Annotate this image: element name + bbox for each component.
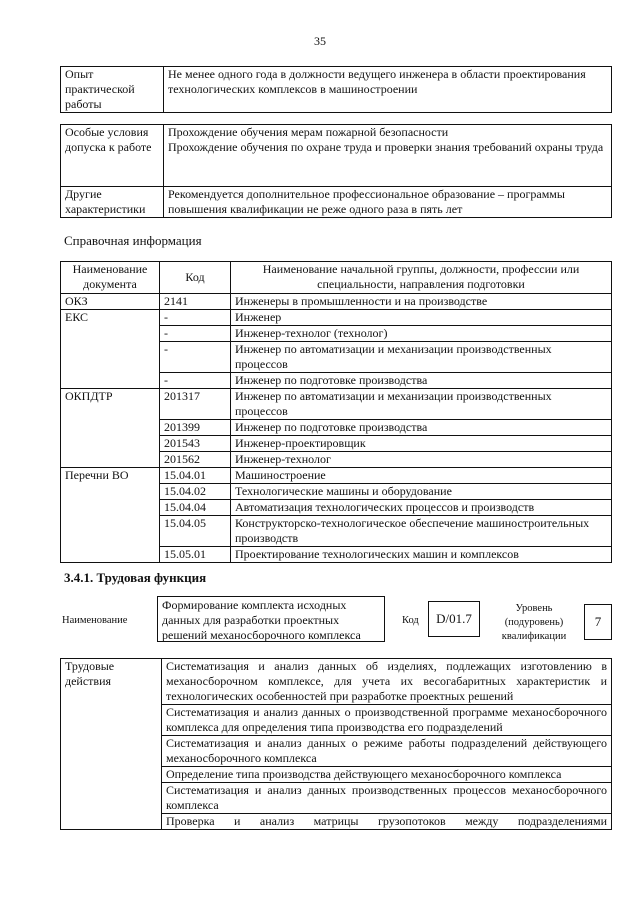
function-level-label: Уровень (подуровень) квалификации — [501, 603, 567, 642]
other-value: Рекомендуется дополнительное профессиональное образование – программы повышения квалификации не реже одного раза в пять лет — [164, 187, 612, 218]
ref-name: Инженер — [231, 310, 612, 326]
action-item: Проверка и анализ матрицы грузопотоков между подразделениями — [162, 814, 612, 830]
action-item: Систематизация и анализ данных о производственной программе механосборочного комплекса для определения типа производства его подразделений — [162, 705, 612, 736]
ref-code: 201562 — [160, 452, 231, 468]
ref-name: Конструкторско-технологическое обеспечение машиностроительных производств — [231, 516, 612, 547]
ref-name: Инженер-технолог (технолог) — [231, 326, 612, 342]
conditions-table — [60, 124, 612, 218]
ref-doc-okpdtr: ОКПДТР — [61, 389, 160, 468]
ref-name: Инженер по подготовке производства — [231, 420, 612, 436]
function-code-value: D/01.7 — [428, 601, 480, 637]
actions-label: Трудовые действия — [61, 659, 162, 830]
ref-header-code: Код — [160, 262, 231, 294]
experience-label: Опыт практической работы — [61, 67, 164, 113]
action-item: Систематизация и анализ данных об изделиях, подлежащих изготовлению в механосборочном комплексе, для учета их весогабаритных характеристик и технологических особенностей при разработке проектных решений — [162, 659, 612, 705]
ref-header-doc: Наименование документа — [61, 262, 160, 294]
ref-code: 15.04.04 — [160, 500, 231, 516]
ref-doc-okz: ОКЗ — [61, 294, 160, 310]
ref-code: 201543 — [160, 436, 231, 452]
ref-name: Машиностроение — [231, 468, 612, 484]
ref-name: Проектирование технологических машин и комплексов — [231, 547, 612, 563]
function-name-label: Наименование — [62, 615, 128, 626]
ref-code: 15.04.01 — [160, 468, 231, 484]
ref-name: Инженер-технолог — [231, 452, 612, 468]
ref-code: 15.05.01 — [160, 547, 231, 563]
function-heading: 3.4.1. Трудовая функция — [64, 570, 207, 585]
ref-code: 15.04.02 — [160, 484, 231, 500]
reference-table — [60, 261, 612, 563]
ref-name: Инженер-проектировщик — [231, 436, 612, 452]
function-code-label: Код — [402, 615, 419, 626]
ref-code: 201399 — [160, 420, 231, 436]
ref-name: Инженер по подготовке производства — [231, 373, 612, 389]
ref-name: Инженер по автоматизации и механизации производственных процессов — [231, 389, 612, 420]
page-number: 35 — [314, 34, 326, 48]
ref-code: 201317 — [160, 389, 231, 420]
action-item: Систематизация и анализ данных о режиме работы подразделений действующего механосборочного комплекса — [162, 736, 612, 767]
experience-table — [60, 66, 612, 113]
reference-title: Справочная информация — [64, 233, 202, 248]
ref-name: Технологические машины и оборудование — [231, 484, 612, 500]
ref-doc-eks: ЕКС — [61, 310, 160, 389]
conditions-label: Особые условия допуска к работе — [61, 125, 164, 187]
action-item: Систематизация и анализ данных производственных процессов механосборочного комплекса — [162, 783, 612, 814]
conditions-line-2: Прохождение обучения по охране труда и проверки знания требований охраны труда — [168, 140, 604, 154]
function-level-value: 7 — [584, 604, 612, 640]
ref-code: 2141 — [160, 294, 231, 310]
experience-value: Не менее одного года в должности ведущего инженера в области проектирования технологических комплексов в машиностроении — [164, 67, 612, 113]
ref-code: - — [160, 310, 231, 326]
ref-code: - — [160, 373, 231, 389]
function-name-value: Формирование комплекта исходных данных для разработки проектных решений механосборочного комплекса — [157, 596, 385, 642]
ref-name: Инженер по автоматизации и механизации производственных процессов — [231, 342, 612, 373]
ref-name: Автоматизация технологических процессов и производств — [231, 500, 612, 516]
other-label: Другие характеристики — [61, 187, 164, 218]
ref-code: - — [160, 326, 231, 342]
actions-table — [60, 658, 612, 830]
ref-doc-vo: Перечни ВО — [61, 468, 160, 563]
ref-code: 15.04.05 — [160, 516, 231, 547]
ref-header-name: Наименование начальной группы, должности, профессии или специальности, направления подготовки — [231, 262, 612, 294]
ref-code: - — [160, 342, 231, 373]
action-item: Определение типа производства действующего механосборочного комплекса — [162, 767, 612, 783]
ref-name: Инженеры в промышленности и на производстве — [231, 294, 612, 310]
conditions-line-1: Прохождение обучения мерам пожарной безопасности — [168, 125, 449, 139]
